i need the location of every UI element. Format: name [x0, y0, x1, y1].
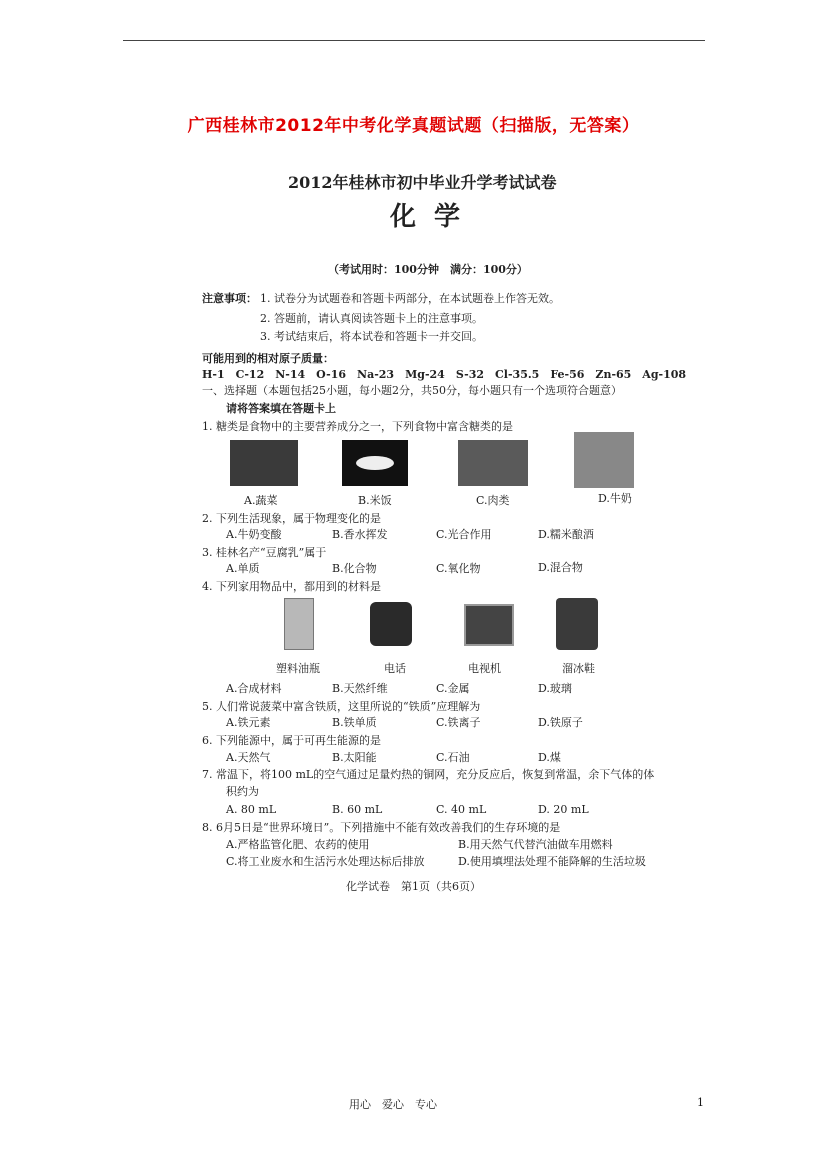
q1-option-a: A.蔬菜 — [244, 494, 278, 507]
q2-option-a: A.牛奶变酸 — [226, 528, 282, 541]
scanned-exam-page — [198, 168, 687, 903]
exam-page-footer: 化学试卷 第1页（共6页） — [346, 880, 481, 893]
exam-title: 2012年桂林市初中毕业升学考试试卷 — [288, 173, 557, 192]
q4-item-tv: 电视机 — [468, 662, 501, 675]
q7-option-d: D. 20 mL — [538, 803, 589, 816]
q5-option-c: C.铁离子 — [436, 716, 481, 729]
q8-option-b: B.用天然气代替汽油做车用燃料 — [458, 838, 613, 851]
q1-option-c: C.肉类 — [476, 494, 510, 507]
q5-stem: 5. 人们常说菠菜中富含铁质，这里所说的“铁质”应理解为 — [202, 700, 481, 713]
plastic-oil-bottle-photo — [284, 598, 314, 650]
q2-option-c: C.光合作用 — [436, 528, 492, 541]
q8-stem: 8. 6月5日是“世界环境日”。下列措施中不能有效改善我们的生存环境的是 — [202, 821, 561, 834]
rice-photo — [342, 440, 408, 486]
q2-option-b: B.香水挥发 — [332, 528, 388, 541]
atomic-mass-list: H-1 C-12 N-14 O-16 Na-23 Mg-24 S-32 Cl-35.5 Fe-56 Zn-65 Ag-108 — [202, 368, 687, 381]
q3-stem: 3. 桂林名产“豆腐乳”属于 — [202, 546, 327, 559]
q1-option-b: B.米饭 — [358, 494, 392, 507]
q4-item-bottle: 塑料油瓶 — [276, 662, 320, 675]
meat-photo — [458, 440, 528, 486]
milk-photo — [574, 432, 634, 488]
q5-option-a: A.铁元素 — [226, 716, 271, 729]
q1-option-d: D.牛奶 — [598, 492, 632, 505]
notice-label: 注意事项： — [202, 292, 257, 305]
q6-option-d: D.煤 — [538, 751, 561, 764]
q4-item-phone: 电话 — [384, 662, 406, 675]
notice-1: 1. 试卷分为试题卷和答题卡两部分，在本试题卷上作答无效。 — [260, 292, 560, 305]
q5-option-b: B.铁单质 — [332, 716, 377, 729]
q4-item-skate: 溜冰鞋 — [562, 662, 595, 675]
q6-option-a: A.天然气 — [226, 751, 271, 764]
q4-option-b: B.天然纤维 — [332, 682, 388, 695]
q3-option-d: D.混合物 — [538, 561, 583, 574]
telephone-photo — [370, 602, 412, 646]
q8-option-c: C.将工业废水和生活污水处理达标后排放 — [226, 855, 425, 868]
vegetable-photo — [230, 440, 298, 486]
footer-motto: 用心 爱心 专心 — [349, 1098, 437, 1111]
atomic-mass-label: 可能用到的相对原子质量： — [202, 352, 334, 365]
q7-option-a: A. 80 mL — [226, 803, 277, 816]
q4-option-a: A.合成材料 — [226, 682, 282, 695]
exam-subject: 化学 — [390, 202, 479, 232]
q7-option-c: C. 40 mL — [436, 803, 487, 816]
q6-stem: 6. 下列能源中，属于可再生能源的是 — [202, 734, 381, 747]
exam-duration: （考试用时：100分钟 满分：100分） — [328, 263, 528, 276]
q7-option-b: B. 60 mL — [332, 803, 383, 816]
q4-stem: 4. 下列家用物品中，都用到的材料是 — [202, 580, 381, 593]
roller-skate-photo — [556, 598, 598, 650]
q5-option-d: D.铁原子 — [538, 716, 583, 729]
notice-3: 3. 考试结束后，将本试卷和答题卡一并交回。 — [260, 330, 483, 343]
section-1-heading: 一、选择题（本题包括25小题，每小题2分，共50分，每小题只有一个选项符合题意） — [202, 384, 622, 397]
q8-option-a: A.严格监管化肥、农药的使用 — [226, 838, 370, 851]
q4-option-c: C.金属 — [436, 682, 470, 695]
section-1-note: 请将答案填在答题卡上 — [226, 402, 336, 415]
q3-option-a: A.单质 — [226, 562, 260, 575]
tv-photo — [464, 604, 514, 646]
q3-option-c: C.氧化物 — [436, 562, 481, 575]
q2-stem: 2. 下列生活现象，属于物理变化的是 — [202, 512, 381, 525]
q6-option-b: B.太阳能 — [332, 751, 377, 764]
q3-option-b: B.化合物 — [332, 562, 377, 575]
q4-option-d: D.玻璃 — [538, 682, 572, 695]
q7-stem: 7. 常温下，将100 mL的空气通过足量灼热的铜网，充分反应后，恢复到常温，余下气体的体 — [202, 768, 655, 781]
notice-2: 2. 答题前，请认真阅读答题卡上的注意事项。 — [260, 312, 483, 325]
page-number: 1 — [697, 1096, 704, 1109]
top-rule — [123, 40, 705, 41]
q1-stem: 1. 糖类是食物中的主要营养成分之一，下列食物中富含糖类的是 — [202, 420, 513, 433]
q7-stem-cont: 积约为 — [226, 785, 259, 798]
q2-option-d: D.糯米酿酒 — [538, 528, 594, 541]
q6-option-c: C.石油 — [436, 751, 470, 764]
q8-option-d: D.使用填埋法处理不能降解的生活垃圾 — [458, 855, 646, 868]
document-title: 广西桂林市2012年中考化学真题试题（扫描版，无答案） — [187, 116, 640, 136]
